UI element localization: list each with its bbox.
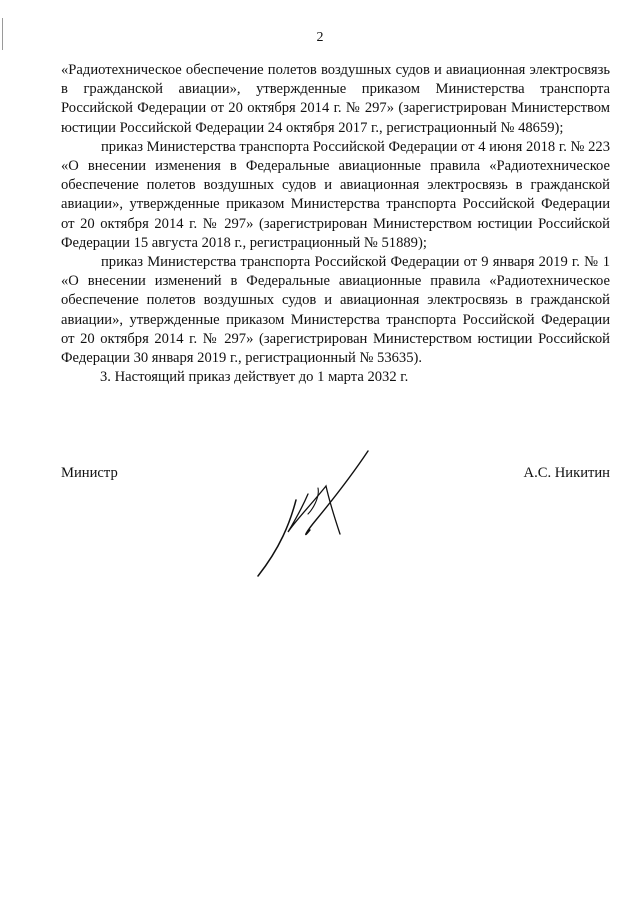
document-body [61,61,610,387]
handwritten-signature [250,448,376,580]
paragraph-validity-clause: 3. Настоящий приказ действует до 1 марта 2032 г. [100,369,409,386]
signature-stroke [306,451,368,535]
page-number: 2 [316,30,324,45]
paragraph-order-223: приказ Министерства транспорта Российской Федерации от 4 июня 2018 г. № 223 «О внесении изменения в Федеральные авиационные правила «Радиотехническое обеспечение полетов воздушных судов и авиационная электросвязь в гражданской авиации», утвержденные приказом Министерства транспорта Российской Федерации от 20 октября 2014 г. № 297» (зарегистрирован Министерством юстиции Российской Федерации 15 августа 2018 г., регистрационный № 51889); [61,138,610,251]
paragraph-continuation: «Радиотехническое обеспечение полетов воздушных судов и авиационная электросвязь в гражданской авиации», утвержденные приказом Министерства транспорта Российской Федерации от 20 октября 2014 г. № 297» (зарегистрирован Министерством юстиции Российской Федерации 24 октября 2017 г., регистрационный № 48659); [61,62,610,136]
signature-stroke [288,486,340,534]
signature-stroke [258,500,296,576]
signer-name: А.С. Никитин [523,465,610,481]
paragraph-order-1: приказ Министерства транспорта Российской Федерации от 9 января 2019 г. № 1 «О внесении изменений в Федеральные авиационные правила «Радиотехническое обеспечение полетов воздушных судов и авиационная электросвязь в гражданской авиации», утвержденные приказом Министерства транспорта Российской Федерации от 20 октября 2014 г. № 297» (зарегистрирован Министерством юстиции Российской Федерации 30 января 2019 г., регистрационный № 53635). [61,254,610,367]
signer-position: Министр [61,465,118,481]
